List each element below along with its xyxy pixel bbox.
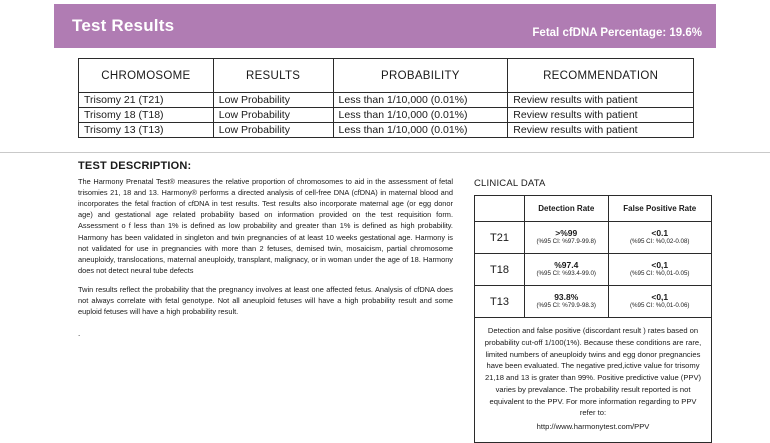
clinical-column-header-false-positive-rate: False Positive Rate — [608, 196, 711, 222]
clinical-data-section — [474, 178, 712, 443]
clinical-row-label: T18 — [475, 254, 525, 286]
page-title: Test Results — [72, 16, 175, 35]
clinical-column-header-blank — [475, 196, 525, 222]
results-table-container — [78, 58, 694, 138]
clinical-data-table — [474, 195, 712, 318]
clinical-data-note — [474, 318, 712, 443]
fetal-cfdna-percentage: Fetal cfDNA Percentage: 19.6% — [532, 27, 702, 39]
false-positive-rate-value: <0,1 — [651, 259, 669, 270]
detection-rate-ci: (%95 CI: %97.9-99.8) — [536, 238, 596, 246]
trailing-mark: . — [78, 329, 81, 339]
cell-recommendation: Review results with patient — [508, 108, 694, 123]
cell-chromosome: Trisomy 13 (T13) — [79, 123, 214, 138]
clinical-cell-detection-rate — [525, 222, 609, 254]
cell-probability: Less than 1/10,000 (0.01%) — [333, 123, 508, 138]
column-header-probability: PROBABILITY — [333, 59, 508, 93]
clinical-row-label: T13 — [475, 286, 525, 318]
table-row — [475, 222, 712, 254]
column-header-results: RESULTS — [213, 59, 333, 93]
false-positive-rate-ci: (%95 CI: %0,01-0.05) — [630, 270, 690, 278]
clinical-cell-detection-rate — [525, 254, 609, 286]
test-description-heading: TEST DESCRIPTION: — [78, 160, 192, 172]
section-divider — [0, 152, 770, 153]
false-positive-rate-ci: (%95 CI: %0,01-0.06) — [630, 302, 690, 310]
table-row — [79, 93, 694, 108]
false-positive-rate-value: <0,1 — [651, 291, 669, 302]
detection-rate-value: %97.4 — [554, 259, 579, 270]
cell-results: Low Probability — [213, 108, 333, 123]
clinical-column-header-detection-rate: Detection Rate — [525, 196, 609, 222]
table-header-row — [79, 59, 694, 93]
clinical-note-url[interactable]: http://www.harmonytest.com/PPV — [536, 422, 650, 432]
cell-probability: Less than 1/10,000 (0.01%) — [333, 93, 508, 108]
column-header-chromosome: CHROMOSOME — [79, 59, 214, 93]
clinical-note-text: Detection and false positive (discordant result ) rates based on probability cut-off 1/100(1%). Because these conditions are rare, limited numbers of aneuploidy twins and egg donor pregnancies have been evaluated. The negative pred,ictive value for trisomy 21,18 and 13 is grater than 99%. Positive predictive value (PPV) varies by prevalance. The probability result reported is not equivalent to the PPV. For more information regarding to PPV refer to: — [484, 326, 702, 418]
test-description-paragraph-1: The Harmony Prenatal Test® measures the relative proportion of chromosomes to aid in the assessment of fetal trisomies 21, 18 and 13. Harmony® performs a directed analysis of cell-free DNA (cfDNA) in maternal blood and incorporates the fetal fraction of cfDNA in test results. Test results also incorporate maternal age (or egg donor age) and gestational age related probability based on information provided on the test requisition form. Assessment o f less than 1% is defined as low probability and greater than 1% is defined as high probability. Harmony has been validated in singleton and twin pregnancies of at least 10 weeks gestational age. Harmony is not validated for use in pregnancies with more than 2 fetuses, demised twin, mosaicism, partial chromosome aneuploidy, translocations, maternal aneuploidy, transplant, malignacy, or in woman under the age of 18. Harmony does not detect neural tube defects — [78, 177, 453, 275]
table-row — [79, 108, 694, 123]
test-description-section — [78, 160, 453, 338]
test-description-paragraph-2: Twin results reflect the probability that the pregnancy involves at least one affected fetus. Analysis of cfDNA does not always correlate with fetal genotype. Not all aneuploid fetuses will have a high probability result and some euploid fetuses will have a high probability result. — [78, 284, 453, 317]
detection-rate-value: >%99 — [555, 227, 578, 238]
false-positive-rate-value: <0.1 — [651, 227, 669, 238]
cell-recommendation: Review results with patient — [508, 93, 694, 108]
clinical-row-label: T21 — [475, 222, 525, 254]
table-row — [475, 254, 712, 286]
cell-results: Low Probability — [213, 123, 333, 138]
test-results-header — [54, 4, 716, 48]
cell-results: Low Probability — [213, 93, 333, 108]
column-header-recommendation: RECOMMENDATION — [508, 59, 694, 93]
clinical-data-title: CLINICAL DATA — [474, 178, 546, 189]
cell-chromosome: Trisomy 18 (T18) — [79, 108, 214, 123]
clinical-cell-detection-rate — [525, 286, 609, 318]
results-table — [78, 58, 694, 138]
table-row — [475, 286, 712, 318]
cell-probability: Less than 1/10,000 (0.01%) — [333, 108, 508, 123]
cell-recommendation: Review results with patient — [508, 123, 694, 138]
clinical-cell-false-positive-rate — [608, 286, 711, 318]
clinical-cell-false-positive-rate — [608, 254, 711, 286]
detection-rate-value: 93.8% — [554, 291, 579, 302]
clinical-cell-false-positive-rate — [608, 222, 711, 254]
table-row — [79, 123, 694, 138]
cell-chromosome: Trisomy 21 (T21) — [79, 93, 214, 108]
detection-rate-ci: (%95 CI: %79.9-98.3) — [536, 302, 596, 310]
clinical-header-row — [475, 196, 712, 222]
false-positive-rate-ci: (%95 CI: %0,02-0.08) — [630, 238, 690, 246]
detection-rate-ci: (%95 CI: %93.4-99.0) — [536, 270, 596, 278]
